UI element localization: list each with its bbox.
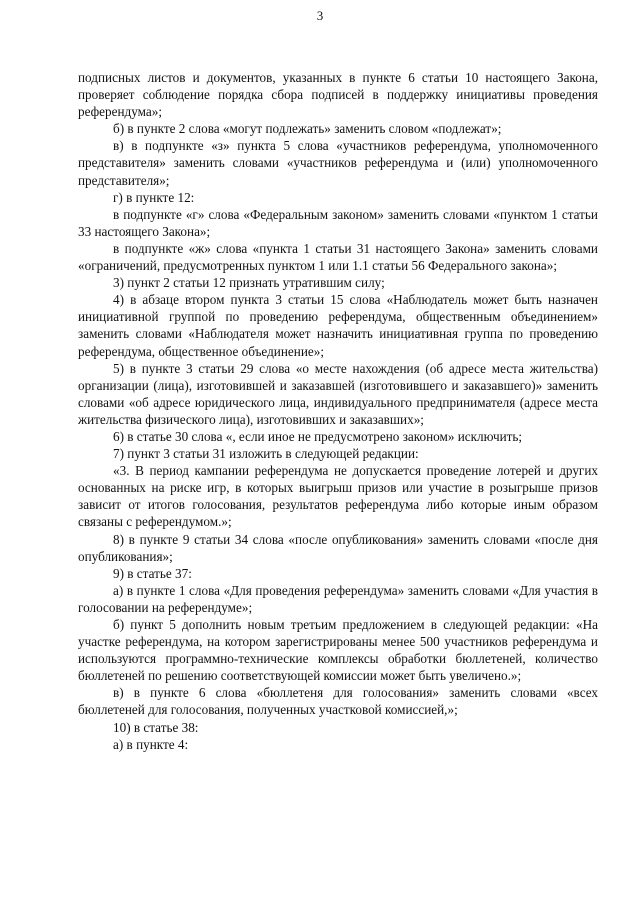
document-body xyxy=(78,69,598,753)
paragraph: в подпункте «ж» слова «пункта 1 статьи 31 настоящего Закона» заменить словами «ограничений, предусмотренных пунктом 1 или 1.1 статьи 56 Федерального закона»; xyxy=(78,240,598,274)
paragraph: «3. В период кампании референдума не допускается проведение лотерей и других основанных на риске игр, в которых выигрыш призов или участие в розыгрыше призов зависит от итогов голосования, результатов референдума либо которые иным образом связаны с референдумом.»; xyxy=(78,463,598,530)
paragraph: в) в подпункте «з» пункта 5 слова «участников референдума, уполномоченного представителя» заменить словами «участников референдума и (или) уполномоченного представителя»; xyxy=(78,138,598,188)
paragraph: г) в пункте 12: xyxy=(113,189,195,205)
paragraph: а) в пункте 4: xyxy=(113,736,189,752)
paragraph: в подпункте «г» слова «Федеральным законом» заменить словами «пунктом 1 статьи 33 настоящего Закона»; xyxy=(78,206,598,239)
paragraph: а) в пункте 1 слова «Для проведения референдума» заменить словами «Для участия в голосовании на референдуме»; xyxy=(78,582,598,615)
paragraph: 4) в абзаце втором пункта 3 статьи 15 слова «Наблюдатель может быть назначен инициативной группой по проведению референдума, общественным объединением» заменить словами «Наблюдателя может назначить инициативная группа по проведению референдума, общественное объединение»; xyxy=(78,292,598,359)
paragraph: 10) в статье 38: xyxy=(113,719,199,735)
paragraph: б) пункт 5 дополнить новым третьим предложением в следующей редакции: «На участке референдума, на котором зарегистрированы менее 500 участников референдума и используются программно-технические комплексы обработки бюллетеней, количество бюллетеней по решению соответствующей комиссии может быть увеличено.»; xyxy=(78,617,598,684)
paragraph: в) в пункте 6 слова «бюллетеня для голосования» заменить словами «всех бюллетеней для голосования, полученных участковой комиссией,»; xyxy=(78,685,598,718)
paragraph: 8) в пункте 9 статьи 34 слова «после опубликования» заменить словами «после дня опубликования»; xyxy=(78,531,598,564)
paragraph: подписных листов и документов, указанных в пункте 6 статьи 10 настоящего Закона, проверяет соблюдение порядка сбора подписей в поддержку инициативы проведения референдума»; xyxy=(78,70,598,120)
paragraph: 6) в статье 30 слова «, если иное не предусмотрено законом» исключить; xyxy=(113,428,523,444)
paragraph: 3) пункт 2 статьи 12 признать утратившим силу; xyxy=(113,275,385,291)
paragraph: 9) в статье 37: xyxy=(113,565,192,581)
paragraph: 5) в пункте 3 статьи 29 слова «о месте нахождения (об адресе места жительства) организации (лица), изготовившей и заказавшей (изготовившего и заказавшего)» заменить словами «об адресе юридического лица, индивидуального предпринимателя (адресе места жительства физического лица), изготовивших и заказавших»; xyxy=(78,360,598,427)
paragraph: б) в пункте 2 слова «могут подлежать» заменить словом «подлежат»; xyxy=(113,121,502,137)
paragraph: 7) пункт 3 статьи 31 изложить в следующей редакции: xyxy=(113,446,419,462)
page-number: 3 xyxy=(316,8,324,23)
